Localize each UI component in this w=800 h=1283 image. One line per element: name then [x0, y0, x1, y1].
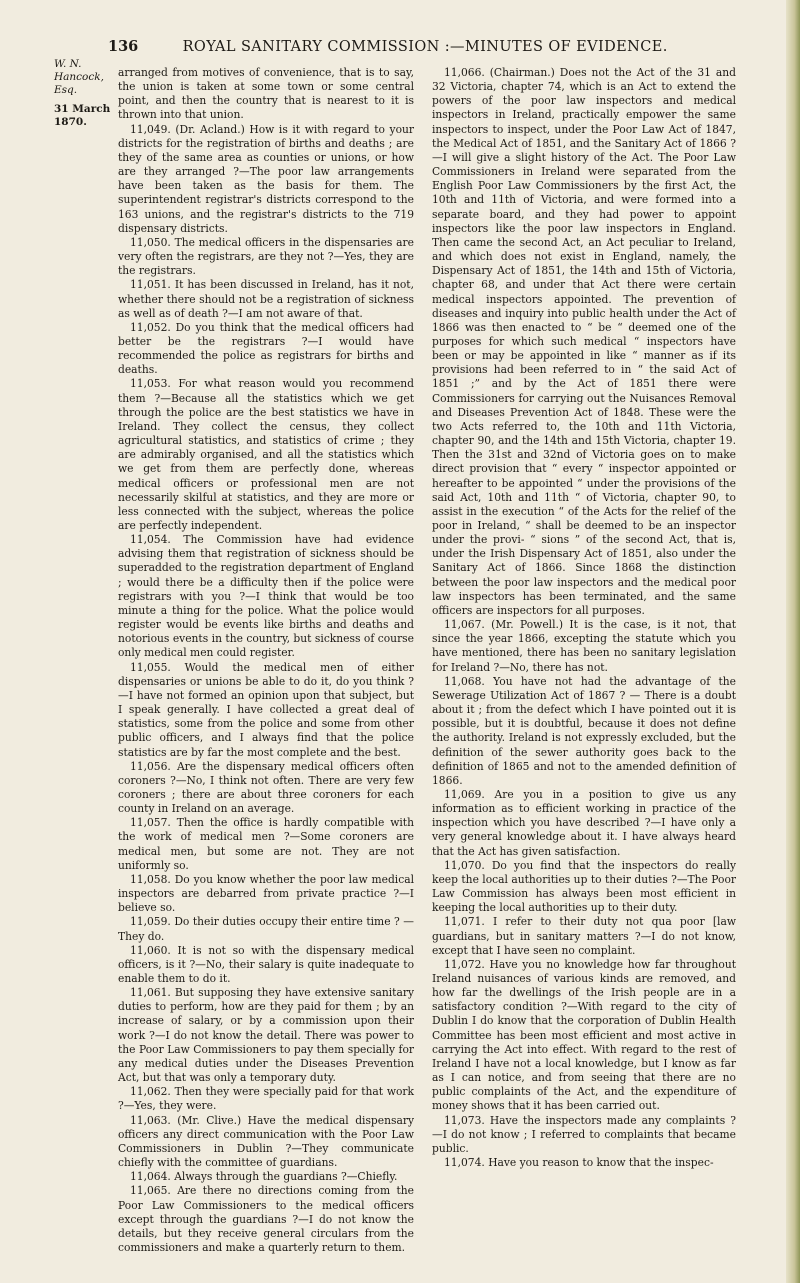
right-column — [432, 66, 736, 1170]
paragraph: arranged from motives of convenience, that is to say, the union is taken at some town or some central point, and then the country that is nearest to it is thrown into that union. — [118, 66, 414, 122]
paragraph: 11,057. Then the office is hardly compatible with the work of medical men ?—Some coroners are medical men, but some are not. They are not uniformly so. — [118, 816, 414, 872]
paragraph: 11,061. But supposing they have extensive sanitary duties to perform, how are they paid for them ; by an increase of salary, or by a commission upon their work ?—I do not know the detail. There was power to the Poor Law Commissioners to pay them specially for any medical duties under the Diseases Prevention Act, but that was only a temporary duty. — [118, 986, 414, 1085]
paragraph: 11,060. It is not so with the dispensary medical officers, is it ?—No, their salary is quite inadequate to enable them to do it. — [118, 943, 414, 985]
paragraph: 11,070. Do you find that the inspectors do really keep the local authorities up to their duties ?—The Poor Law Commission has always been most efficient in keeping the local authorities up to their duty. — [432, 858, 736, 915]
paragraph: 11,055. Would the medical men of either dispensaries or unions be able to do it, do you think ?—I have not formed an opinion upon that subject, but I speak generally. I have collected a great deal of statistics, some from the police and some from other public officers, and I always find that the police statistics are by far the most complete and the best. — [118, 660, 414, 759]
evidence-date: 31 March 1870. — [54, 103, 111, 128]
paragraph: 11,073. Have the inspectors made any complaints ? —I do not know ; I referred to complaints that became public. — [432, 1113, 736, 1155]
paragraph: 11,062. Then they were specially paid for that work ?—Yes, they were. — [118, 1085, 414, 1113]
paragraph: 11,071. I refer to their duty not qua poor [law guardians, but in sanitary matters ?—I do not know, except that I have seen no complaint. — [432, 915, 736, 957]
paragraph: 11,051. It has been discussed in Ireland, has it not, whether there should not be a registration of sickness as well as of death ?—I am not aware of that. — [118, 278, 414, 320]
paragraph: 11,067. (Mr. Powell.) It is the case, is it not, that since the year 1866, excepting the statute which you have mentioned, there has been no sanitary legislation for Ireland ?—No, there has not. — [432, 618, 736, 674]
paragraph: 11,052. Do you think that the medical officers had better be the registrars ?—I would have recommended the police as registrars for births and deaths. — [118, 320, 414, 377]
paragraph: 11,065. Are there no directions coming from the Poor Law Commissioners to the medical officers except through the guardians ?—I do not know the details, but they receive general circulars from the commissioners and make a quarterly return to them. — [118, 1184, 414, 1254]
paragraph: 11,066. (Chairman.) Does not the Act of the 31 and 32 Victoria, chapter 74, which is an Act to extend the powers of the poor law inspectors and medical inspectors in Ireland, practically empower the same inspectors to inspect, under the Poor Law Act of 1847, the Medical Act of 1851, and the Sanitary Act of 1866 ?—I will give a slight history of the Act. The Poor Law Commissioners in Ireland were separated from the English Poor Law Commissioners by the first Act, the 10th and 11th of Victoria, and were formed into a separate board, and they had power to appoint inspectors like the poor law inspectors in England. Then came the second Act, an Act peculiar to Ireland, and which does not exist in England, namely, the Dispensary Act of 1851, the 14th and 15th of Victoria, chapter 68, and under that Act there were certain medical inspectors appointed. The prevention of diseases and inquiry into public health under the Act of 1866 was then enacted to “ be “ deemed one of the purposes for which such medical “ inspectors have been or may be appointed in like “ manner as if its provisions had been referred to in “ the said Act of 1851 ;” and by the Act of 1851 there were Commissioners for carrying out the Nuisances Removal and Diseases Prevention Act of 1848. These were the two Acts referred to, the 10th and 11th Victoria, chapter 90, and the 14th and 15th Victoria, chapter 19. Then the 31st and 32nd of Victoria goes on to make direct provision that “ every “ inspector appointed or hereafter to be appointed “ under the provisions of the said Act, 10th and 11th “ of Victoria, chapter 90, to assist in the execution “ of the Acts for the relief of the poor in Ireland, “ shall be deemed to be an inspector under the provi- “ sions ” of the second Act, that is, under the Irish Dispensary Act of 1851, also under the Sanitary Act of 1866. Since 1868 the distinction between the poor law inspectors and the medical poor law inspectors has been terminated, and the same officers are inspectors for all purposes. — [432, 66, 736, 617]
paragraph: 11,068. You have not had the advantage of the Sewerage Utilization Act of 1867 ? — There is a doubt about it ; from the defect which I have pointed out it is possible, but it is doubtful, because it does not define the authority. Ireland is not expressly excluded, but the definition of the sewer authority goes back to the definition of 1865 and not to the amended definition of 1866. — [432, 674, 736, 787]
paragraph: 11,050. The medical officers in the dispensaries are very often the registrars, are they not ?—Yes, they are the registrars. — [118, 235, 414, 278]
page-number: 136 — [108, 38, 139, 55]
paragraph: 11,056. Are the dispensary medical officers often coroners ?—No, I think not often. There are very few coroners ; there are about three coroners for each county in Ireland on an average. — [118, 759, 414, 816]
page-edge — [786, 0, 800, 1283]
paragraph: 11,054. The Commission have had evidence advising them that registration of sickness should be superadded to the registration department of England ; would there be a difficulty then if the police were registrars with you ?—I think that would be too minute a thing for the police. What the police would register would be events like births and deaths and notorious events in the country, but sickness of course only medical men could register. — [118, 533, 414, 660]
paragraph: 11,063. (Mr. Clive.) Have the medical dispensary officers any direct communication with the Poor Law Commissioners in Dublin ?—They communicate chiefly with the committee of guardians. — [118, 1113, 414, 1170]
page-header — [108, 38, 738, 55]
paragraph: 11,059. Do their duties occupy their entire time ? —They do. — [118, 915, 414, 943]
witness-name: W. N. Hancock, Esq. — [54, 58, 104, 96]
margin-note — [54, 58, 114, 129]
paragraph: 11,074. Have you reason to know that the inspec- — [444, 1156, 714, 1170]
paragraph: 11,069. Are you in a position to give us any information as to efficient working in practice of the inspection which you have described ?—I have only a very general knowledge about it. I have always heard that the Act has given satisfaction. — [432, 787, 736, 858]
left-column — [118, 66, 414, 1255]
paragraph: 11,049. (Dr. Acland.) How is it with regard to your districts for the registration of births and deaths ; are they of the same area as counties or unions, or how are they arranged ?—The poor law arrangements have been taken as the basis for them. The superintendent registrar's districts correspond to the 163 unions, and the registrar's districts to the 719 dispensary districts. — [118, 122, 414, 235]
paragraph: 11,064. Always through the guardians ?—Chiefly. — [130, 1170, 398, 1184]
paragraph: 11,072. Have you no knowledge how far throughout Ireland nuisances of various kinds are removed, and how far the dwellings of the Irish people are in a satisfactory condition ?—With regard to the city of Dublin I do know that the corporation of Dublin Health Committee has been most efficient and most active in carrying the Act into effect. With regard to the rest of Ireland I have not a local knowledge, but I know as far as I can notice, and from seeing that there are no public complaints of the Act, and the expenditure of money shows that it has been carried out. — [432, 957, 736, 1113]
running-title: ROYAL SANITARY COMMISSION :—MINUTES OF EVIDENCE. — [182, 39, 668, 55]
paragraph: 11,053. For what reason would you recommend them ?—Because all the statistics which we get through the police are the best statistics we have in Ireland. They collect the census, they collect agricultural statistics, and statistics of crime ; they are admirably organised, and all the statistics which we get from them are perfectly done, whereas medical officers or professional men are not necessarily skilful at statistics, and they are more or less connected with the subject, whereas the police are perfectly independent. — [118, 377, 414, 532]
paragraph: 11,058. Do you know whether the poor law medical inspectors are debarred from private practice ?—I believe so. — [118, 872, 414, 915]
